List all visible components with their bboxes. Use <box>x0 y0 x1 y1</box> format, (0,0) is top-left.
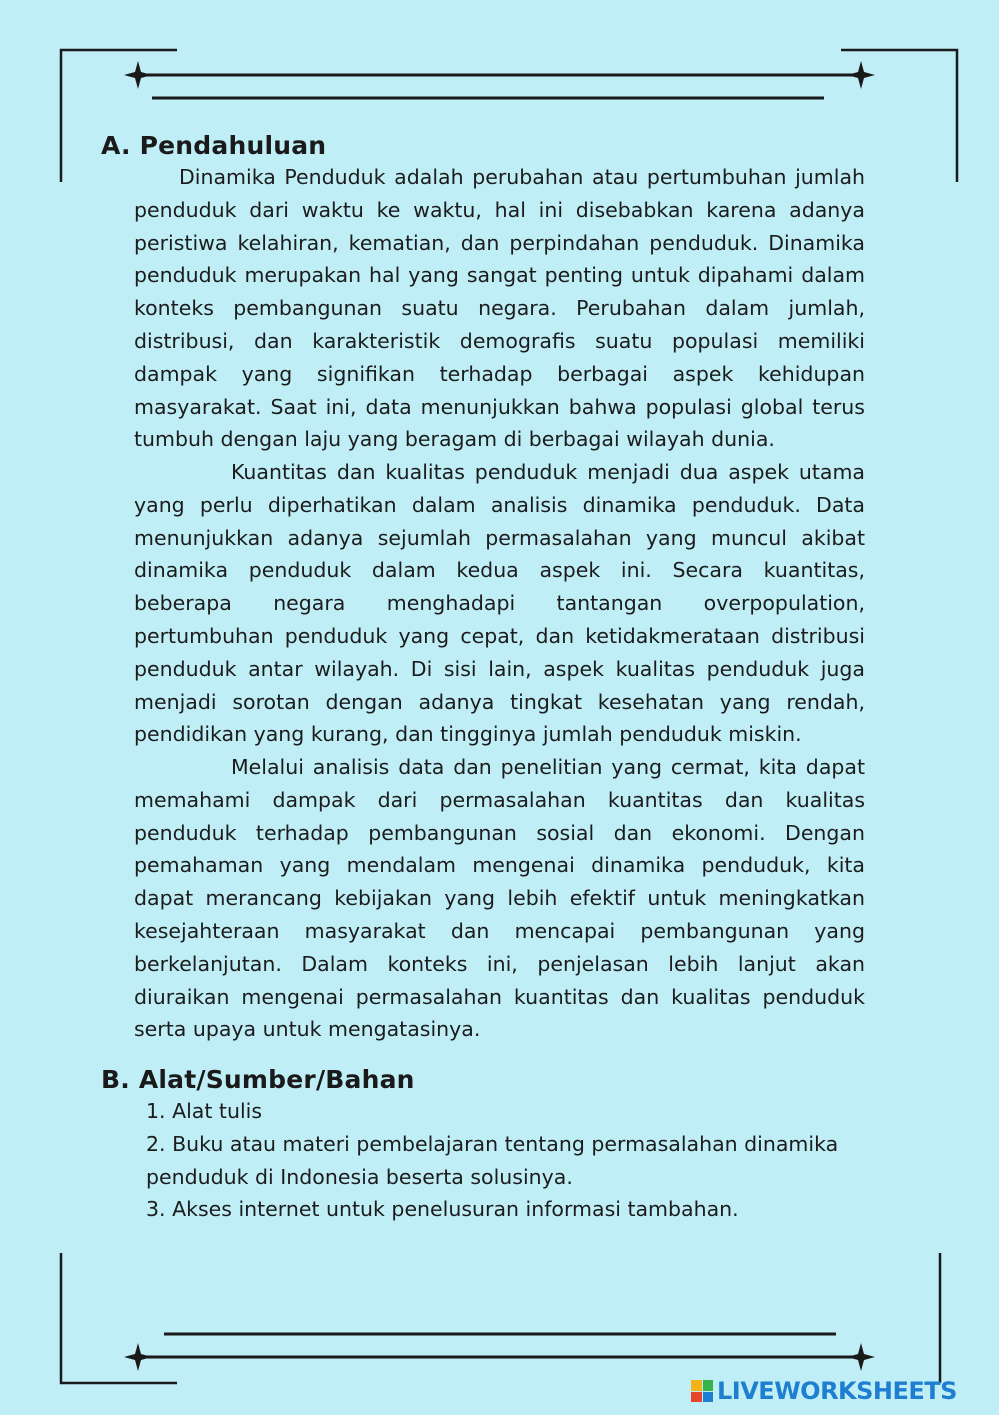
sparkle-icon <box>847 61 875 89</box>
paragraph-intro-3: Melalui analisis data dan penelitian yang cermat, kita dapat memahami dampak dari permasalahan kuantitas dan kualitas penduduk terhadap pembangunan sosial dan ekonomi. Dengan pemahaman yang mendalam mengenai dinamika penduduk, kita dapat merancang kebijakan yang lebih efektif untuk meningkatkan kesejahteraan masyarakat dan mencapai pembangunan yang berkelanjutan. Dalam konteks ini, penjelasan lebih lanjut akan diuraikan mengenai permasalahan kuantitas dan kualitas penduduk serta upaya untuk mengatasinya. <box>134 755 865 1042</box>
liveworksheets-logo[interactable] <box>691 1375 957 1407</box>
corner-bracket-bottom-left <box>61 1253 177 1383</box>
sparkle-icon <box>847 1343 875 1371</box>
list-item: 2. Buku atau materi pembelajaran tentang permasalahan dinamika penduduk di Indonesia beserta solusinya. <box>146 1131 839 1189</box>
materials-list <box>146 1095 861 1226</box>
logo-square <box>703 1392 714 1403</box>
sparkle-icon <box>124 61 152 89</box>
paragraph-intro-2: Kuantitas dan kualitas penduduk menjadi dua aspek utama yang perlu diperhatikan dalam analisis dinamika penduduk. Data menunjukkan adanya sejumlah permasalahan yang muncul akibat dinamika penduduk dalam kedua aspek ini. Secara kuantitas, beberapa negara menghadapi tantangan overpopulation, pertumbuhan penduduk yang cepat, dan ketidakmerataan distribusi penduduk antar wilayah. Di sisi lain, aspek kualitas penduduk juga menjadi sorotan dengan adanya tingkat kesehatan yang rendah, pendidikan yang kurang, dan tingginya jumlah penduduk miskin. <box>134 460 865 747</box>
liveworksheets-logo-icon <box>691 1380 713 1402</box>
paragraph-intro-1: Dinamika Penduduk adalah perubahan atau pertumbuhan jumlah penduduk dari waktu ke waktu, hal ini disebabkan karena adanya peristiwa kelahiran, kematian, dan perpindahan penduduk. Dinamika penduduk merupakan hal yang sangat penting untuk dipahami dalam konteks pembangunan suatu negara. Perubahan dalam jumlah, distribusi, dan karakteristik demografis suatu populasi memiliki dampak yang signifikan terhadap berbagai aspek kehidupan masyarakat. Saat ini, data menunjukkan bahwa populasi global terus tumbuh dengan laju yang beragam di berbagai wilayah dunia. <box>134 165 865 452</box>
logo-square <box>691 1380 702 1391</box>
sparkle-icon <box>124 1343 152 1371</box>
logo-text: LIVEWORKSHEETS <box>717 1377 957 1405</box>
section-title-pendahuluan: A. Pendahuluan <box>101 131 327 160</box>
logo-square <box>703 1380 714 1391</box>
logo-square <box>691 1392 702 1403</box>
section-title-alat-sumber-bahan: B. Alat/Sumber/Bahan <box>101 1065 415 1094</box>
list-item: 3. Akses internet untuk penelusuran informasi tambahan. <box>146 1197 739 1222</box>
list-item: 1. Alat tulis <box>146 1099 263 1123</box>
